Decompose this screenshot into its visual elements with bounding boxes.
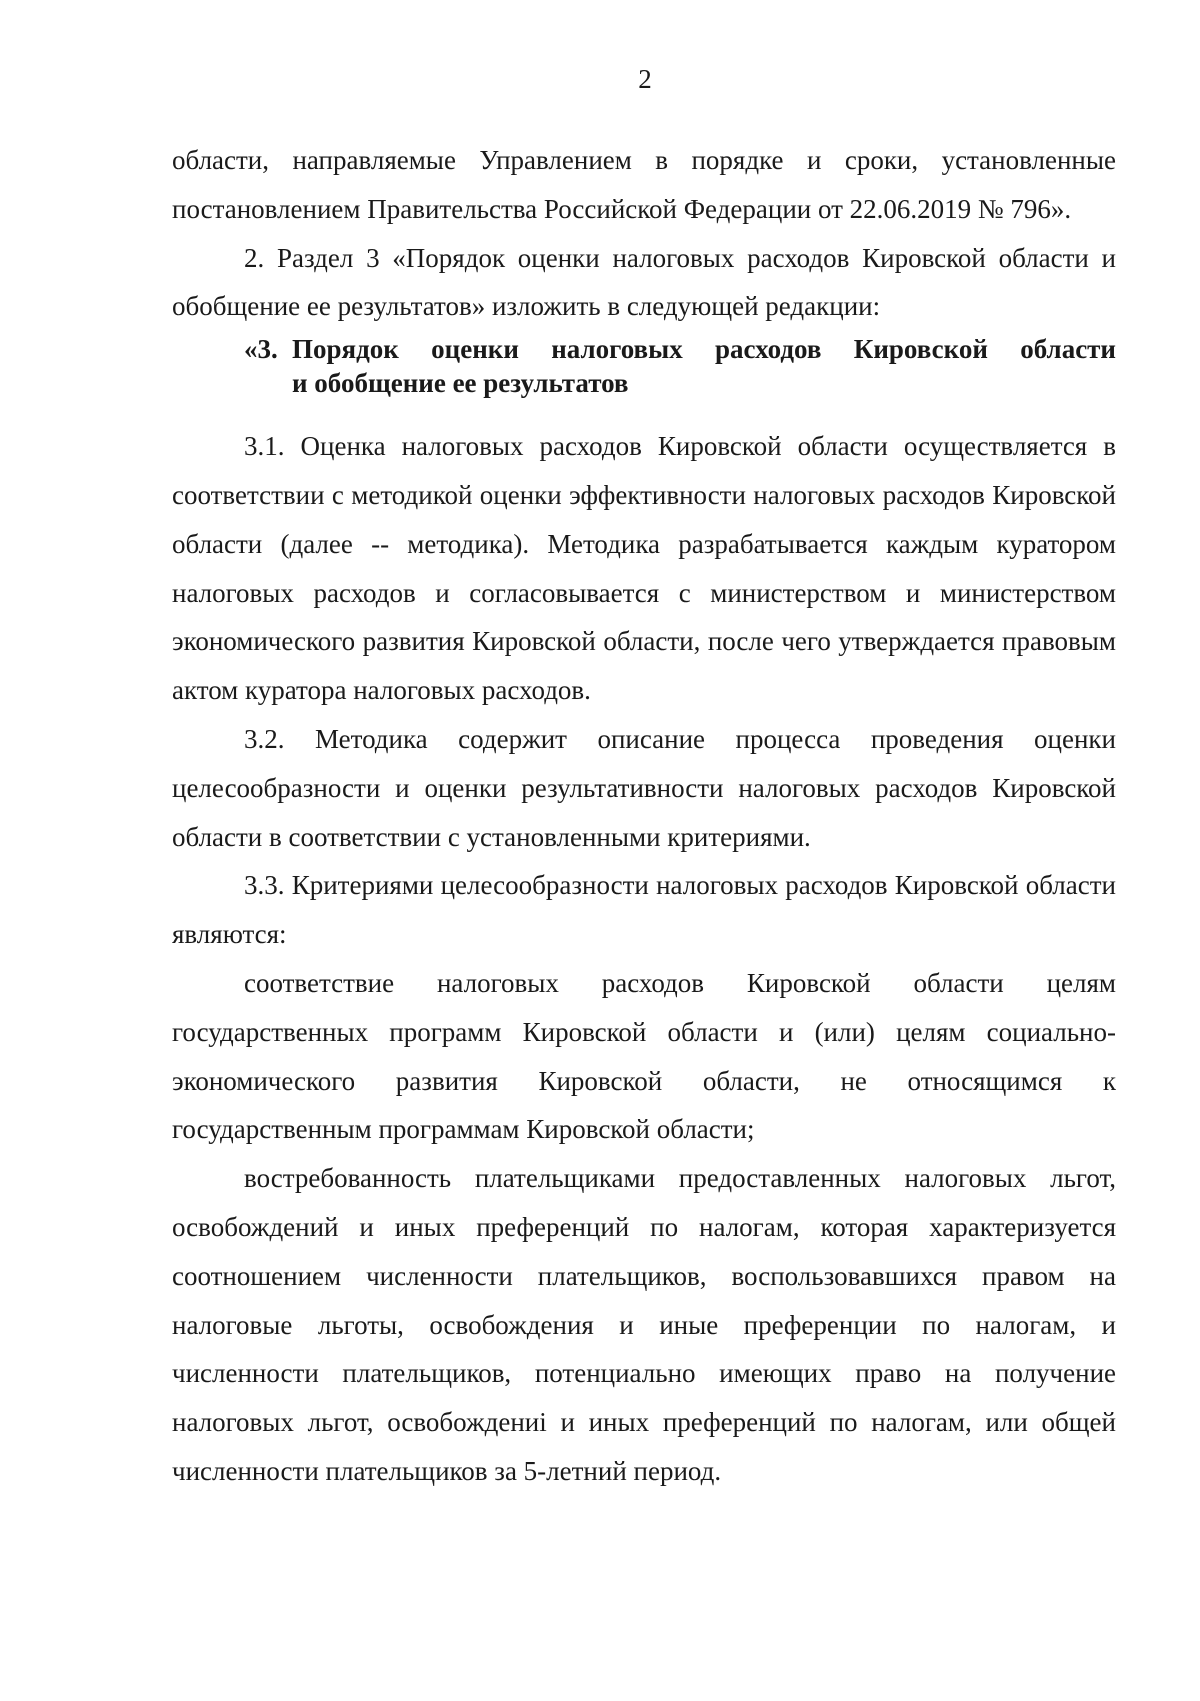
criterion-1: соответствие налоговых расходов Кировской области целям государственных программ Кировской области и (или) целям социально-экономического развития Кировской области, не относящимся к государственным программам Кировской области;: [172, 967, 1116, 1145]
section-number: «3.: [244, 334, 278, 365]
section-title-line-1: Порядок оценки налоговых расходов Кировской области: [292, 334, 1116, 365]
paragraph-item-2: 2. Раздел 3 «Порядок оценки налоговых расходов Кировской области и обобщение ее результатов» изложить в следующей редакции:: [172, 242, 1116, 322]
clause-3-3: 3.3. Критериями целесообразности налоговых расходов Кировской области являются:: [172, 870, 1116, 950]
page-number: 2: [638, 64, 652, 94]
criterion-2: востребованность плательщиками предоставленных налоговых льгот, освобождений и иных преференций по налогам, которая характеризуется соотношением численности плательщиков, воспользовавшихся правом на налоговые льготы, освобождения и иные преференции по налогам, и численности плательщиков, потенциально имеющих право на получение налоговых льгот, освобождениi и иных преференций по налогам, или общей численности плательщиков за 5-летний период.: [172, 1163, 1116, 1486]
section-title: [292, 332, 1116, 400]
paragraph-continuation: области, направляемые Управлением в порядке и сроки, установленные постановлением Правительства Российской Федерации от 22.06.2019 № 796».: [172, 145, 1116, 224]
clause-3-2: 3.2. Методика содержит описание процесса проведения оценки целесообразности и оценки результативности налоговых расходов Кировской области в соответствии с установленными критериями.: [172, 723, 1116, 852]
clause-3-1: 3.1. Оценка налоговых расходов Кировской области осуществляется в соответствии с методикой оценки эффективности налоговых расходов Кировской области (далее -- методика). Методика разрабатывается каждым куратором налоговых расходов и согласовывается с министерством и министерством экономического развития Кировской области, после чего утверждается правовым актом куратора налоговых расходов.: [172, 431, 1116, 706]
section-title-line-2: и обобщение ее результатов: [292, 368, 629, 399]
section-heading: [172, 332, 1116, 400]
document-body: [172, 136, 1116, 1496]
